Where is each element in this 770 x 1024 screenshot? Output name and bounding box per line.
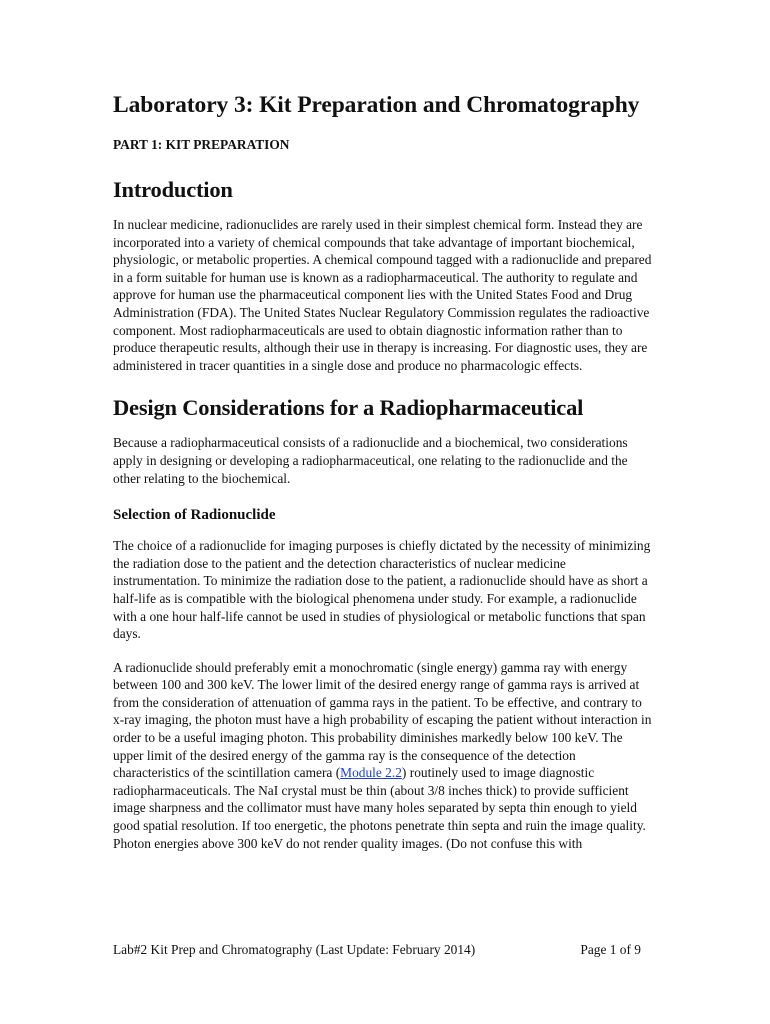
selection-paragraph-2 <box>113 659 653 853</box>
footer-document-info: Lab#2 Kit Prep and Chromatography (Last Update: February 2014) <box>113 942 476 957</box>
page-footer <box>113 941 641 959</box>
design-paragraph: Because a radiopharmaceutical consists of a radionuclide and a biochemical, two considerations apply in designing or developing a radiopharmaceutical, one relating to the radionuclide and the other relating to the biochemical. <box>113 435 628 486</box>
selection-heading: Selection of Radionuclide <box>113 507 276 524</box>
part-label: PART 1: KIT PREPARATION <box>113 137 290 152</box>
introduction-paragraph: In nuclear medicine, radionuclides are rarely used in their simplest chemical form. Instead they are incorporated into a variety of chemical compounds that take advantage of important biochemical, physiologic, or metabolic properties. A chemical compound tagged with a radionuclide and prepared in a form suitable for human use is known as a radiopharmaceutical. The authority to regulate and approve for human use the pharmaceutical component lies with the United States Food and Drug Administration (FDA). The United States Nuclear Regulatory Commission regulates the radioactive component. Most radiopharmaceuticals are used to obtain diagnostic information rather than to produce therapeutic results, although their use in therapy is increasing. For diagnostic uses, they are administered in tracer quantities in a single dose and produce no pharmacologic effects. <box>113 217 652 373</box>
introduction-heading: Introduction <box>113 177 233 202</box>
paragraph-2-text-before-link: A radionuclide should preferably emit a monochromatic (single energy) gamma ray with energy between 100 and 300 keV. The lower limit of the desired energy range of gamma rays is arrived at from the consideration of attenuation of gamma rays in the patient. To be effective, and contrary to x-ray imaging, the photon must have a high probability of escaping the patient without interaction in order to be a useful imaging photon. This probability diminishes markedly below 100 keV. The upper limit of the desired energy of the gamma ray is the consequence of the detection characteristics of the scintillation camera ( <box>113 659 652 781</box>
footer-page-number: Page 1 of 9 <box>580 942 641 957</box>
module-2-2-link[interactable]: Module 2.2 <box>340 765 402 781</box>
selection-paragraph-1: The choice of a radionuclide for imaging purposes is chiefly dictated by the necessity of minimizing the radiation dose to the patient and the detection characteristics of nuclear medicine instrumentation. To minimize the radiation dose to the patient, a radionuclide should have as short a half-life as is compatible with the biological phenomena under study. For example, a radionuclide with a one hour half-life cannot be used in studies of physiological or metabolic functions that span days. <box>113 538 651 642</box>
document-title: Laboratory 3: Kit Preparation and Chromatography <box>113 92 640 118</box>
design-heading: Design Considerations for a Radiopharmaceutical <box>113 395 584 421</box>
page-content <box>113 90 653 852</box>
paragraph-2-text-after-link: ) routinely used to image diagnostic radiopharmaceuticals. The NaI crystal must be thin (about 3/8 inches thick) to provide sufficient image sharpness and the collimator must have many holes separated by septa thin enough to yield good spatial resolution. If too energetic, the photons penetrate thin septa and ruin the image quality. Photon energies above 300 keV do not render quality images. (Do not confuse this with <box>113 765 646 851</box>
